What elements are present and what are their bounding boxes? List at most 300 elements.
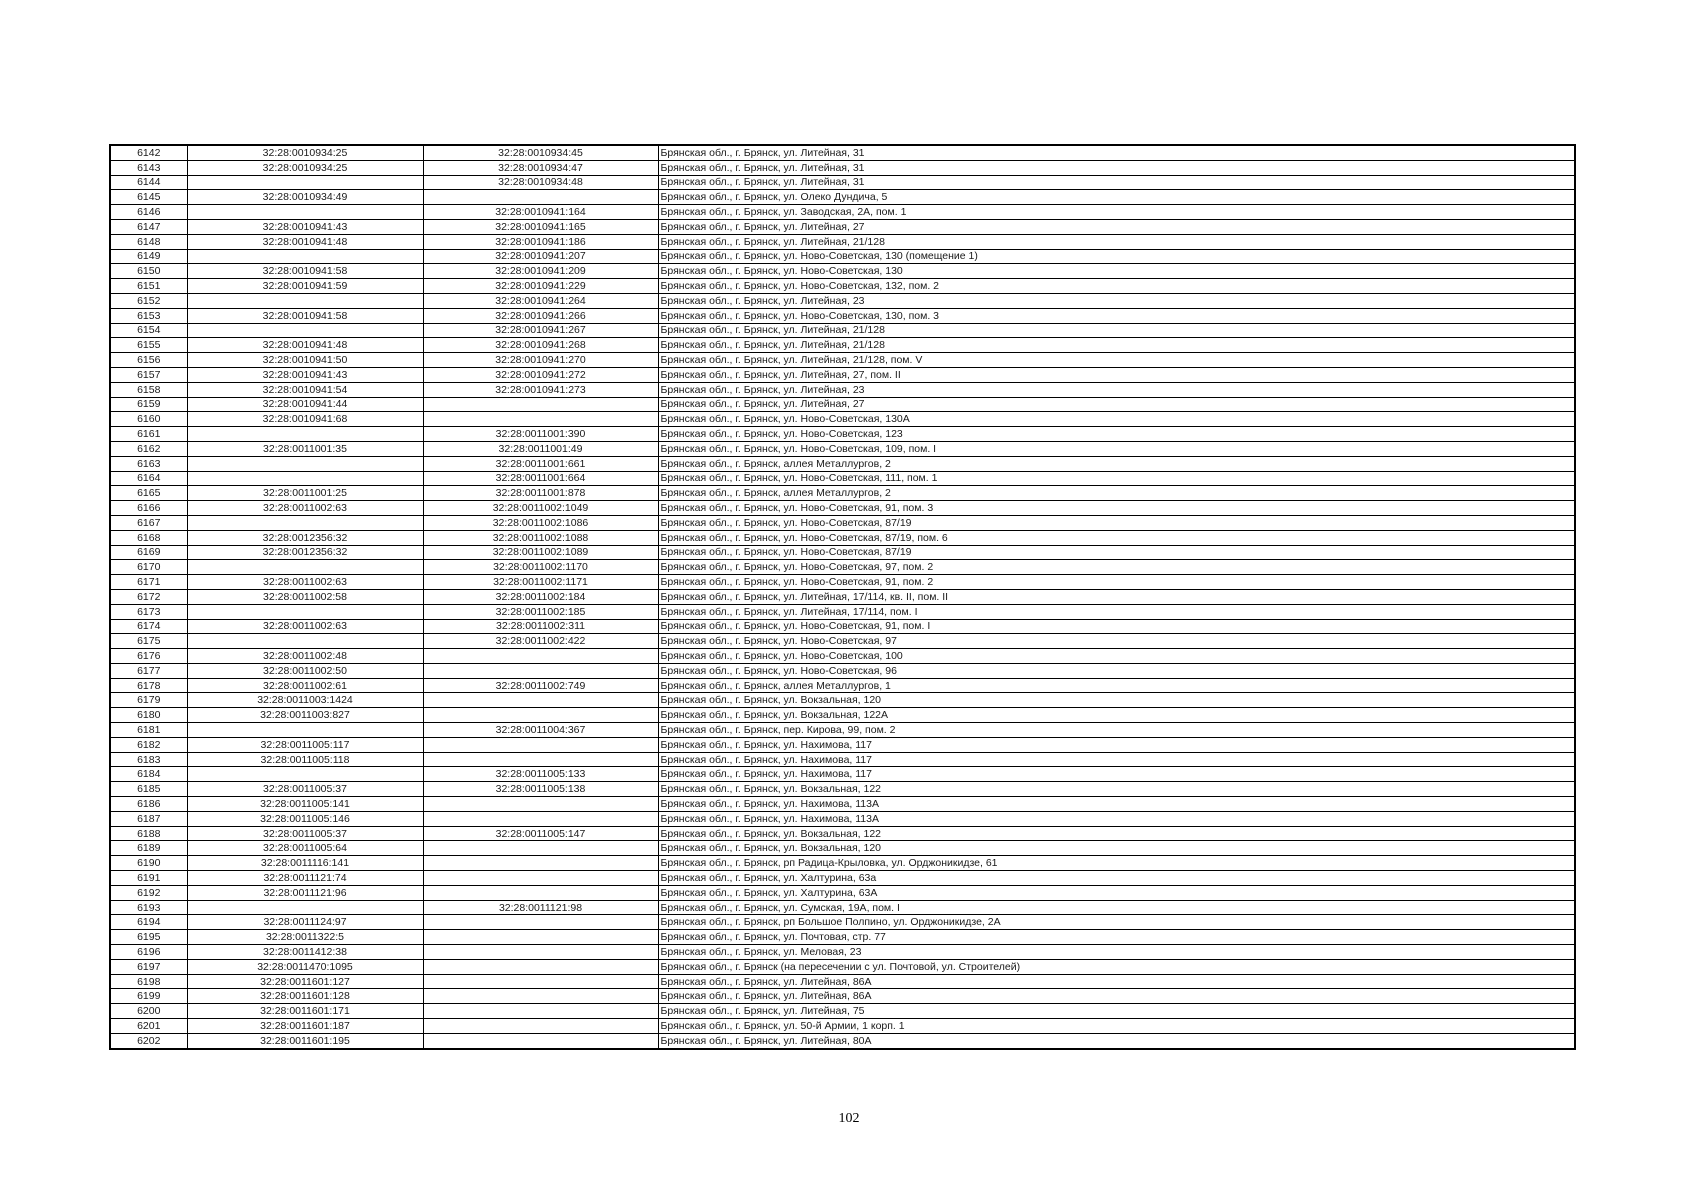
building-number-cell	[423, 989, 658, 1004]
land-plot-number-cell: 32:28:0011002:48	[187, 649, 423, 664]
address-cell: Брянская обл., г. Брянск, ул. Литейная, 23	[658, 293, 1575, 308]
land-plot-number-cell: 32:28:0011002:63	[187, 619, 423, 634]
address-cell: Брянская обл., г. Брянск, ул. Литейная, 21/128, пом. V	[658, 353, 1575, 368]
address-cell: Брянская обл., г. Брянск, ул. Ново-Советская, 111, пом. 1	[658, 471, 1575, 486]
building-number-cell	[423, 797, 658, 812]
address-cell: Брянская обл., г. Брянск, ул. Ново-Советская, 109, пом. I	[658, 441, 1575, 456]
building-number-cell: 32:28:0010934:48	[423, 175, 658, 190]
table-row	[110, 989, 1575, 1004]
table-row	[110, 205, 1575, 220]
row-number-cell: 6144	[110, 175, 187, 190]
table-row	[110, 1019, 1575, 1034]
address-cell: Брянская обл., г. Брянск, ул. Ново-Советская, 87/19, пом. 6	[658, 530, 1575, 545]
building-number-cell: 32:28:0011002:1171	[423, 575, 658, 590]
building-number-cell: 32:28:0011001:390	[423, 427, 658, 442]
row-number-cell: 6163	[110, 456, 187, 471]
land-plot-number-cell: 32:28:0010941:54	[187, 382, 423, 397]
table-row	[110, 871, 1575, 886]
land-plot-number-cell: 32:28:0012356:32	[187, 545, 423, 560]
land-plot-number-cell: 32:28:0011601:127	[187, 974, 423, 989]
land-plot-number-cell: 32:28:0011005:37	[187, 826, 423, 841]
address-cell: Брянская обл., г. Брянск, ул. Ново-Советская, 132, пом. 2	[658, 279, 1575, 294]
land-plot-number-cell	[187, 723, 423, 738]
address-cell: Брянская обл., г. Брянск, ул. Ново-Советская, 123	[658, 427, 1575, 442]
table-row	[110, 797, 1575, 812]
address-cell: Брянская обл., г. Брянск, ул. Литейная, 21/128	[658, 323, 1575, 338]
address-cell: Брянская обл., г. Брянск, ул. Литейная, 21/128	[658, 234, 1575, 249]
land-plot-number-cell: 32:28:0011005:118	[187, 752, 423, 767]
table-row	[110, 145, 1575, 160]
address-cell: Брянская обл., г. Брянск, ул. Ново-Советская, 100	[658, 649, 1575, 664]
address-cell: Брянская обл., г. Брянск, ул. Литейная, 75	[658, 1004, 1575, 1019]
row-number-cell: 6161	[110, 427, 187, 442]
row-number-cell: 6160	[110, 412, 187, 427]
address-cell: Брянская обл., г. Брянск, ул. Литейная, 31	[658, 160, 1575, 175]
row-number-cell: 6175	[110, 634, 187, 649]
address-cell: Брянская обл., г. Брянск, рп Радица-Крыловка, ул. Орджоникидзе, 61	[658, 856, 1575, 871]
building-number-cell	[423, 397, 658, 412]
table-row	[110, 338, 1575, 353]
table-row	[110, 1004, 1575, 1019]
address-cell: Брянская обл., г. Брянск, аллея Металлургов, 2	[658, 486, 1575, 501]
row-number-cell: 6166	[110, 501, 187, 516]
land-plot-number-cell	[187, 604, 423, 619]
row-number-cell: 6152	[110, 293, 187, 308]
table-row	[110, 382, 1575, 397]
address-cell: Брянская обл., г. Брянск, ул. Литейная, 86А	[658, 974, 1575, 989]
address-cell: Брянская обл., г. Брянск, аллея Металлургов, 1	[658, 678, 1575, 693]
row-number-cell: 6195	[110, 930, 187, 945]
building-number-cell	[423, 945, 658, 960]
table-row	[110, 915, 1575, 930]
address-cell: Брянская обл., г. Брянск, ул. Почтовая, стр. 77	[658, 930, 1575, 945]
building-number-cell	[423, 1004, 658, 1019]
address-cell: Брянская обл., г. Брянск, ул. Ново-Советская, 91, пом. 3	[658, 501, 1575, 516]
row-number-cell: 6187	[110, 811, 187, 826]
table-row	[110, 826, 1575, 841]
land-plot-number-cell: 32:28:0011470:1095	[187, 959, 423, 974]
building-number-cell: 32:28:0011002:1086	[423, 515, 658, 530]
table-row	[110, 412, 1575, 427]
building-number-cell	[423, 663, 658, 678]
land-plot-number-cell: 32:28:0011002:63	[187, 501, 423, 516]
row-number-cell: 6147	[110, 219, 187, 234]
building-number-cell: 32:28:0011002:422	[423, 634, 658, 649]
land-plot-number-cell: 32:28:0010941:48	[187, 338, 423, 353]
row-number-cell: 6157	[110, 367, 187, 382]
page-number: 102	[838, 1111, 860, 1126]
address-cell: Брянская обл., г. Брянск, ул. Олеко Дундича, 5	[658, 190, 1575, 205]
land-plot-number-cell: 32:28:0011002:63	[187, 575, 423, 590]
address-cell: Брянская обл., г. Брянск, ул. Вокзальная, 120	[658, 841, 1575, 856]
building-number-cell	[423, 915, 658, 930]
land-plot-number-cell: 32:28:0010941:58	[187, 308, 423, 323]
row-number-cell: 6153	[110, 308, 187, 323]
land-plot-number-cell: 32:28:0011322:5	[187, 930, 423, 945]
land-plot-number-cell: 32:28:0010941:43	[187, 367, 423, 382]
row-number-cell: 6178	[110, 678, 187, 693]
table-row	[110, 678, 1575, 693]
address-cell: Брянская обл., г. Брянск, ул. Нахимова, 113А	[658, 797, 1575, 812]
building-number-cell	[423, 708, 658, 723]
building-number-cell: 32:28:0010934:47	[423, 160, 658, 175]
building-number-cell	[423, 737, 658, 752]
building-number-cell	[423, 930, 658, 945]
address-cell: Брянская обл., г. Брянск, ул. Ново-Советская, 87/19	[658, 545, 1575, 560]
building-number-cell: 32:28:0011002:749	[423, 678, 658, 693]
table-row	[110, 160, 1575, 175]
building-number-cell	[423, 190, 658, 205]
row-number-cell: 6201	[110, 1019, 187, 1034]
row-number-cell: 6184	[110, 767, 187, 782]
land-plot-number-cell: 32:28:0010941:68	[187, 412, 423, 427]
table-row	[110, 974, 1575, 989]
table-row	[110, 634, 1575, 649]
land-plot-number-cell: 32:28:0010934:25	[187, 145, 423, 160]
table-row	[110, 530, 1575, 545]
land-plot-number-cell: 32:28:0011003:827	[187, 708, 423, 723]
building-number-cell: 32:28:0011005:138	[423, 782, 658, 797]
row-number-cell: 6183	[110, 752, 187, 767]
land-plot-number-cell: 32:28:0011005:146	[187, 811, 423, 826]
building-number-cell: 32:28:0010941:209	[423, 264, 658, 279]
building-number-cell	[423, 974, 658, 989]
land-plot-number-cell: 32:28:0010941:58	[187, 264, 423, 279]
address-cell: Брянская обл., г. Брянск, ул. Ново-Советская, 87/19	[658, 515, 1575, 530]
row-number-cell: 6168	[110, 530, 187, 545]
table-row	[110, 663, 1575, 678]
cadastral-table	[109, 144, 1576, 1050]
table-row	[110, 649, 1575, 664]
table-row	[110, 885, 1575, 900]
land-plot-number-cell: 32:28:0011001:25	[187, 486, 423, 501]
building-number-cell: 32:28:0011001:664	[423, 471, 658, 486]
table-body	[110, 145, 1575, 1049]
address-cell: Брянская обл., г. Брянск, ул. Литейная, 21/128	[658, 338, 1575, 353]
land-plot-number-cell: 32:28:0010941:48	[187, 234, 423, 249]
address-cell: Брянская обл., г. Брянск, ул. Вокзальная, 122А	[658, 708, 1575, 723]
table-row	[110, 723, 1575, 738]
table-row	[110, 708, 1575, 723]
table-row	[110, 323, 1575, 338]
table-row	[110, 308, 1575, 323]
table-row	[110, 767, 1575, 782]
row-number-cell: 6200	[110, 1004, 187, 1019]
address-cell: Брянская обл., г. Брянск, ул. Меловая, 23	[658, 945, 1575, 960]
land-plot-number-cell	[187, 471, 423, 486]
table-row	[110, 737, 1575, 752]
row-number-cell: 6169	[110, 545, 187, 560]
address-cell: Брянская обл., г. Брянск (на пересечении с ул. Почтовой, ул. Строителей)	[658, 959, 1575, 974]
table-row	[110, 264, 1575, 279]
address-cell: Брянская обл., г. Брянск, ул. Ново-Советская, 130А	[658, 412, 1575, 427]
building-number-cell: 32:28:0010941:164	[423, 205, 658, 220]
building-number-cell: 32:28:0011002:185	[423, 604, 658, 619]
building-number-cell	[423, 412, 658, 427]
row-number-cell: 6193	[110, 900, 187, 915]
table-row	[110, 456, 1575, 471]
address-cell: Брянская обл., г. Брянск, ул. Нахимова, 117	[658, 752, 1575, 767]
row-number-cell: 6156	[110, 353, 187, 368]
row-number-cell: 6202	[110, 1033, 187, 1048]
table-row	[110, 811, 1575, 826]
table-row	[110, 560, 1575, 575]
table-row	[110, 930, 1575, 945]
table-row	[110, 279, 1575, 294]
address-cell: Брянская обл., г. Брянск, ул. Литейная, 27	[658, 397, 1575, 412]
building-number-cell: 32:28:0011004:367	[423, 723, 658, 738]
land-plot-number-cell: 32:28:0010941:44	[187, 397, 423, 412]
address-cell: Брянская обл., г. Брянск, ул. Нахимова, 117	[658, 767, 1575, 782]
building-number-cell	[423, 811, 658, 826]
table-row	[110, 515, 1575, 530]
row-number-cell: 6151	[110, 279, 187, 294]
land-plot-number-cell	[187, 560, 423, 575]
row-number-cell: 6189	[110, 841, 187, 856]
building-number-cell: 32:28:0011002:1088	[423, 530, 658, 545]
address-cell: Брянская обл., г. Брянск, аллея Металлургов, 2	[658, 456, 1575, 471]
address-cell: Брянская обл., г. Брянск, ул. Ново-Советская, 130	[658, 264, 1575, 279]
row-number-cell: 6148	[110, 234, 187, 249]
building-number-cell: 32:28:0011002:184	[423, 589, 658, 604]
building-number-cell: 32:28:0011002:1089	[423, 545, 658, 560]
land-plot-number-cell: 32:28:0011601:171	[187, 1004, 423, 1019]
building-number-cell: 32:28:0011001:49	[423, 441, 658, 456]
row-number-cell: 6188	[110, 826, 187, 841]
land-plot-number-cell: 32:28:0011601:195	[187, 1033, 423, 1048]
building-number-cell: 32:28:0010941:270	[423, 353, 658, 368]
row-number-cell: 6194	[110, 915, 187, 930]
address-cell: Брянская обл., г. Брянск, ул. Литейная, 31	[658, 145, 1575, 160]
land-plot-number-cell: 32:28:0011601:187	[187, 1019, 423, 1034]
table-row	[110, 589, 1575, 604]
address-cell: Брянская обл., г. Брянск, ул. Ново-Советская, 97	[658, 634, 1575, 649]
table-row	[110, 959, 1575, 974]
land-plot-number-cell: 32:28:0011121:74	[187, 871, 423, 886]
table-row	[110, 293, 1575, 308]
row-number-cell: 6186	[110, 797, 187, 812]
table-row	[110, 486, 1575, 501]
table-row	[110, 427, 1575, 442]
land-plot-number-cell: 32:28:0011005:37	[187, 782, 423, 797]
row-number-cell: 6165	[110, 486, 187, 501]
land-plot-number-cell: 32:28:0010941:50	[187, 353, 423, 368]
table-row	[110, 604, 1575, 619]
building-number-cell: 32:28:0011001:878	[423, 486, 658, 501]
land-plot-number-cell: 32:28:0011412:38	[187, 945, 423, 960]
address-cell: Брянская обл., г. Брянск, ул. Халтурина, 63А	[658, 885, 1575, 900]
land-plot-number-cell	[187, 456, 423, 471]
table-row	[110, 693, 1575, 708]
land-plot-number-cell: 32:28:0011002:50	[187, 663, 423, 678]
table-row	[110, 219, 1575, 234]
table-row	[110, 190, 1575, 205]
land-plot-number-cell: 32:28:0011003:1424	[187, 693, 423, 708]
land-plot-number-cell: 32:28:0011002:58	[187, 589, 423, 604]
land-plot-number-cell: 32:28:0011005:117	[187, 737, 423, 752]
land-plot-number-cell: 32:28:0011001:35	[187, 441, 423, 456]
building-number-cell: 32:28:0011001:661	[423, 456, 658, 471]
row-number-cell: 6196	[110, 945, 187, 960]
land-plot-number-cell	[187, 900, 423, 915]
row-number-cell: 6174	[110, 619, 187, 634]
row-number-cell: 6142	[110, 145, 187, 160]
row-number-cell: 6181	[110, 723, 187, 738]
land-plot-number-cell	[187, 175, 423, 190]
land-plot-number-cell	[187, 205, 423, 220]
building-number-cell: 32:28:0010934:45	[423, 145, 658, 160]
row-number-cell: 6199	[110, 989, 187, 1004]
building-number-cell: 32:28:0010941:267	[423, 323, 658, 338]
land-plot-number-cell: 32:28:0011601:128	[187, 989, 423, 1004]
table-row	[110, 441, 1575, 456]
table-row	[110, 545, 1575, 560]
row-number-cell: 6197	[110, 959, 187, 974]
table-row	[110, 752, 1575, 767]
building-number-cell: 32:28:0010941:266	[423, 308, 658, 323]
row-number-cell: 6149	[110, 249, 187, 264]
building-number-cell	[423, 649, 658, 664]
building-number-cell: 32:28:0010941:273	[423, 382, 658, 397]
land-plot-number-cell: 32:28:0010934:49	[187, 190, 423, 205]
row-number-cell: 6190	[110, 856, 187, 871]
land-plot-number-cell: 32:28:0011002:61	[187, 678, 423, 693]
land-plot-number-cell: 32:28:0011005:141	[187, 797, 423, 812]
table-row	[110, 856, 1575, 871]
land-plot-number-cell	[187, 293, 423, 308]
address-cell: Брянская обл., г. Брянск, ул. Нахимова, 117	[658, 737, 1575, 752]
land-plot-number-cell: 32:28:0011005:64	[187, 841, 423, 856]
land-plot-number-cell: 32:28:0011121:96	[187, 885, 423, 900]
address-cell: Брянская обл., г. Брянск, ул. Литейная, 86А	[658, 989, 1575, 1004]
address-cell: Брянская обл., г. Брянск, ул. Литейная, 27	[658, 219, 1575, 234]
table-row	[110, 234, 1575, 249]
address-cell: Брянская обл., г. Брянск, ул. Литейная, 23	[658, 382, 1575, 397]
building-number-cell: 32:28:0010941:207	[423, 249, 658, 264]
address-cell: Брянская обл., г. Брянск, ул. Сумская, 19А, пом. I	[658, 900, 1575, 915]
building-number-cell: 32:28:0011005:133	[423, 767, 658, 782]
table-row	[110, 175, 1575, 190]
building-number-cell	[423, 693, 658, 708]
building-number-cell: 32:28:0010941:165	[423, 219, 658, 234]
building-number-cell	[423, 885, 658, 900]
address-cell: Брянская обл., г. Брянск, ул. Халтурина, 63а	[658, 871, 1575, 886]
row-number-cell: 6171	[110, 575, 187, 590]
address-cell: Брянская обл., г. Брянск, ул. Ново-Советская, 91, пом. 2	[658, 575, 1575, 590]
table-row	[110, 367, 1575, 382]
table-row	[110, 1033, 1575, 1048]
row-number-cell: 6158	[110, 382, 187, 397]
row-number-cell: 6177	[110, 663, 187, 678]
table-row	[110, 353, 1575, 368]
address-cell: Брянская обл., г. Брянск, ул. Литейная, 17/114, пом. I	[658, 604, 1575, 619]
address-cell: Брянская обл., г. Брянск, ул. Литейная, 27, пом. II	[658, 367, 1575, 382]
address-cell: Брянская обл., г. Брянск, ул. 50-й Армии, 1 корп. 1	[658, 1019, 1575, 1034]
building-number-cell	[423, 841, 658, 856]
land-plot-number-cell	[187, 634, 423, 649]
address-cell: Брянская обл., г. Брянск, ул. Вокзальная, 120	[658, 693, 1575, 708]
land-plot-number-cell	[187, 249, 423, 264]
address-cell: Брянская обл., г. Брянск, ул. Литейная, 17/114, кв. II, пом. II	[658, 589, 1575, 604]
address-cell: Брянская обл., г. Брянск, ул. Ново-Советская, 130 (помещение 1)	[658, 249, 1575, 264]
address-cell: Брянская обл., г. Брянск, рп Большое Полпино, ул. Орджоникидзе, 2А	[658, 915, 1575, 930]
row-number-cell: 6167	[110, 515, 187, 530]
building-number-cell	[423, 1019, 658, 1034]
land-plot-number-cell: 32:28:0010941:59	[187, 279, 423, 294]
row-number-cell: 6143	[110, 160, 187, 175]
address-cell: Брянская обл., г. Брянск, ул. Заводская, 2А, пом. 1	[658, 205, 1575, 220]
address-cell: Брянская обл., г. Брянск, ул. Вокзальная, 122	[658, 826, 1575, 841]
table-row	[110, 945, 1575, 960]
building-number-cell: 32:28:0010941:186	[423, 234, 658, 249]
row-number-cell: 6154	[110, 323, 187, 338]
building-number-cell: 32:28:0011005:147	[423, 826, 658, 841]
building-number-cell: 32:28:0010941:268	[423, 338, 658, 353]
row-number-cell: 6179	[110, 693, 187, 708]
row-number-cell: 6170	[110, 560, 187, 575]
row-number-cell: 6180	[110, 708, 187, 723]
land-plot-number-cell: 32:28:0010941:43	[187, 219, 423, 234]
row-number-cell: 6164	[110, 471, 187, 486]
row-number-cell: 6145	[110, 190, 187, 205]
address-cell: Брянская обл., г. Брянск, ул. Ново-Советская, 96	[658, 663, 1575, 678]
table-row	[110, 501, 1575, 516]
building-number-cell: 32:28:0010941:229	[423, 279, 658, 294]
table-row	[110, 900, 1575, 915]
row-number-cell: 6176	[110, 649, 187, 664]
row-number-cell: 6146	[110, 205, 187, 220]
land-plot-number-cell: 32:28:0011116:141	[187, 856, 423, 871]
table-row	[110, 619, 1575, 634]
address-cell: Брянская обл., г. Брянск, ул. Ново-Советская, 91, пом. I	[658, 619, 1575, 634]
table-row	[110, 841, 1575, 856]
land-plot-number-cell: 32:28:0012356:32	[187, 530, 423, 545]
row-number-cell: 6182	[110, 737, 187, 752]
land-plot-number-cell	[187, 323, 423, 338]
address-cell: Брянская обл., г. Брянск, пер. Кирова, 99, пом. 2	[658, 723, 1575, 738]
building-number-cell	[423, 871, 658, 886]
table-row	[110, 471, 1575, 486]
building-number-cell	[423, 752, 658, 767]
row-number-cell: 6155	[110, 338, 187, 353]
land-plot-number-cell: 32:28:0010934:25	[187, 160, 423, 175]
building-number-cell	[423, 959, 658, 974]
address-cell: Брянская обл., г. Брянск, ул. Ново-Советская, 130, пом. 3	[658, 308, 1575, 323]
table-row	[110, 575, 1575, 590]
building-number-cell	[423, 1033, 658, 1048]
building-number-cell: 32:28:0011002:1049	[423, 501, 658, 516]
land-plot-number-cell	[187, 515, 423, 530]
land-plot-number-cell: 32:28:0011124:97	[187, 915, 423, 930]
address-cell: Брянская обл., г. Брянск, ул. Литейная, 31	[658, 175, 1575, 190]
row-number-cell: 6185	[110, 782, 187, 797]
address-cell: Брянская обл., г. Брянск, ул. Нахимова, 113А	[658, 811, 1575, 826]
row-number-cell: 6159	[110, 397, 187, 412]
row-number-cell: 6173	[110, 604, 187, 619]
row-number-cell: 6162	[110, 441, 187, 456]
row-number-cell: 6191	[110, 871, 187, 886]
row-number-cell: 6150	[110, 264, 187, 279]
address-cell: Брянская обл., г. Брянск, ул. Вокзальная, 122	[658, 782, 1575, 797]
row-number-cell: 6172	[110, 589, 187, 604]
row-number-cell: 6198	[110, 974, 187, 989]
building-number-cell: 32:28:0011121:98	[423, 900, 658, 915]
address-cell: Брянская обл., г. Брянск, ул. Ново-Советская, 97, пом. 2	[658, 560, 1575, 575]
building-number-cell	[423, 856, 658, 871]
table-row	[110, 249, 1575, 264]
building-number-cell: 32:28:0011002:1170	[423, 560, 658, 575]
land-plot-number-cell	[187, 427, 423, 442]
